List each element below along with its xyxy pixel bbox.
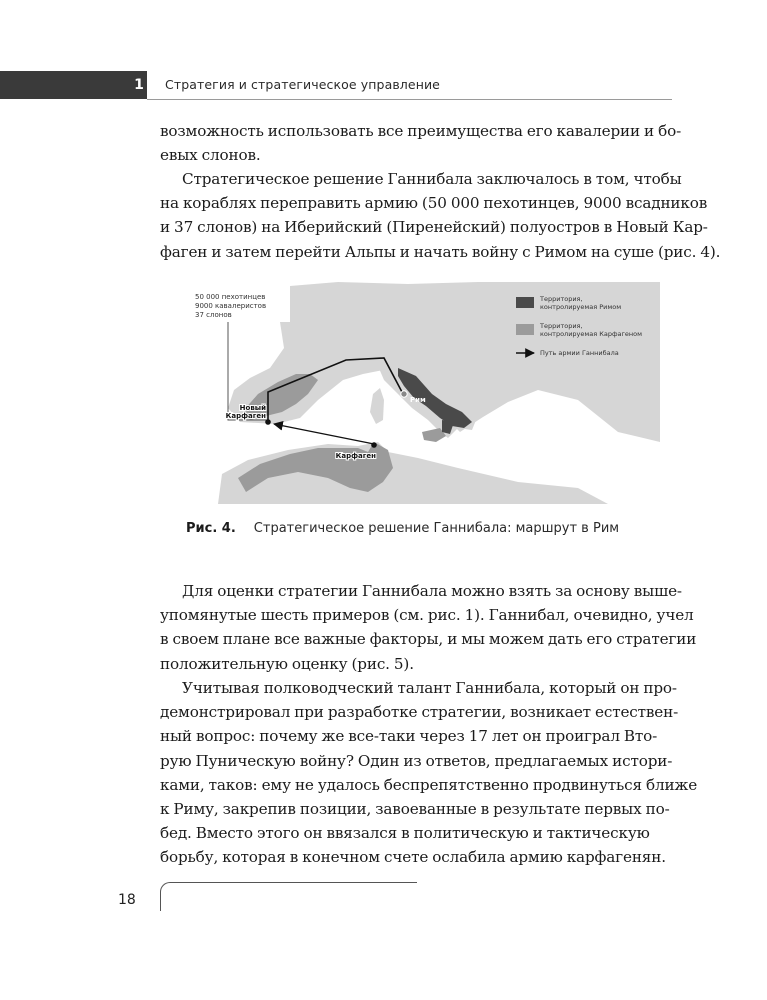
legend-route-label: Путь армии Ганнибала: [540, 349, 619, 357]
legend-carthage-line-2: контролируемая Карфагеном: [540, 330, 643, 338]
legend-rome-line-2: контролируемая Римом: [540, 303, 622, 311]
footer-rule: [160, 882, 417, 911]
text-line: Для оценки стратегии Ганнибала можно взять за основу выше-: [182, 582, 682, 600]
text-line: борьбу, которая в конечном счете ослабила армию карфагенян.: [160, 848, 666, 867]
text-line: к Риму, закрепив позиции, завоеванные в результате первых по-: [160, 800, 670, 819]
text-line: демонстрировал при разработке стратегии, возникает естествен-: [160, 703, 679, 722]
caption-label: Рис. 4.: [186, 521, 236, 536]
new-carthage-label-1: Новый: [239, 404, 266, 412]
army-note-line-1: 50 000 пехотинцев: [195, 293, 266, 301]
paragraph-1: [160, 119, 682, 167]
paragraph-4: [160, 676, 698, 870]
carthage-label: Карфаген: [335, 452, 376, 460]
chapter-header-bar: [0, 71, 147, 99]
text-line: фаген и затем перейти Альпы и начать войну с Римом на суше (рис. 4).: [160, 242, 721, 261]
text-line: ками, таков: ему не удалось беспрепятственно продвинуться ближе: [160, 775, 698, 794]
legend-swatch-rome: [516, 297, 534, 308]
chapter-number: 1: [134, 77, 144, 93]
text-line: в своем плане все важные факторы, и мы можем дать его стратегии: [160, 630, 697, 649]
text-line: ный вопрос: почему же все-таки через 17 лет он проиграл Вто-: [160, 727, 658, 746]
legend-rome-line-1: Территория,: [540, 295, 583, 303]
rome-marker: [401, 391, 407, 397]
text-line: положительную оценку (рис. 5).: [160, 654, 414, 673]
carthage-to-new-carthage-arrow: [274, 424, 374, 444]
text-line: Стратегическое решение Ганнибала заключалось в том, чтобы: [182, 170, 682, 188]
text-line: и 37 слонов) на Иберийский (Пиренейский) полуостров в Новый Кар-: [160, 218, 708, 237]
header-rule: [147, 99, 672, 100]
caption-text: Стратегическое решение Ганнибала: маршрут в Рим: [253, 521, 620, 536]
page-number: 18: [118, 892, 136, 908]
army-note-line-2: 9000 кавалеристов: [195, 302, 267, 310]
figure-4-map: [178, 282, 660, 504]
text-line: на кораблях переправить армию (50 000 пехотинцев, 9000 всадников: [160, 194, 708, 213]
rome-label: Рим: [410, 396, 426, 404]
new-carthage-label-2: Карфаген: [225, 412, 266, 420]
text-line: упомянутые шесть примеров (см. рис. 1). Ганнибал, очевидно, учел: [160, 606, 694, 625]
legend-swatch-carthage: [516, 324, 534, 335]
text-line: бед. Вместо этого он ввязался в политическую и тактическую: [160, 824, 650, 843]
paragraph-2: [160, 167, 721, 264]
legend-carthage-line-1: Территория,: [540, 322, 583, 330]
text-line: рую Пуническую войну? Один из ответов, предлагаемых истори-: [160, 751, 673, 770]
text-line: возможность использовать все преимущества его кавалерии и бо-: [160, 122, 682, 140]
new-carthage-marker: [265, 419, 271, 425]
corsica-sardinia: [370, 388, 384, 424]
mediterranean-map: [178, 282, 660, 504]
text-line: евых слонов.: [160, 146, 261, 165]
text-line: Учитывая полководческий талант Ганнибала, который он про-: [182, 679, 677, 697]
figure-caption: [186, 521, 619, 536]
army-note-line-3: 37 слонов: [195, 311, 232, 319]
chapter-title: Стратегия и стратегическое управление: [165, 77, 440, 92]
carthage-marker: [371, 442, 377, 448]
paragraph-3: [160, 579, 697, 676]
